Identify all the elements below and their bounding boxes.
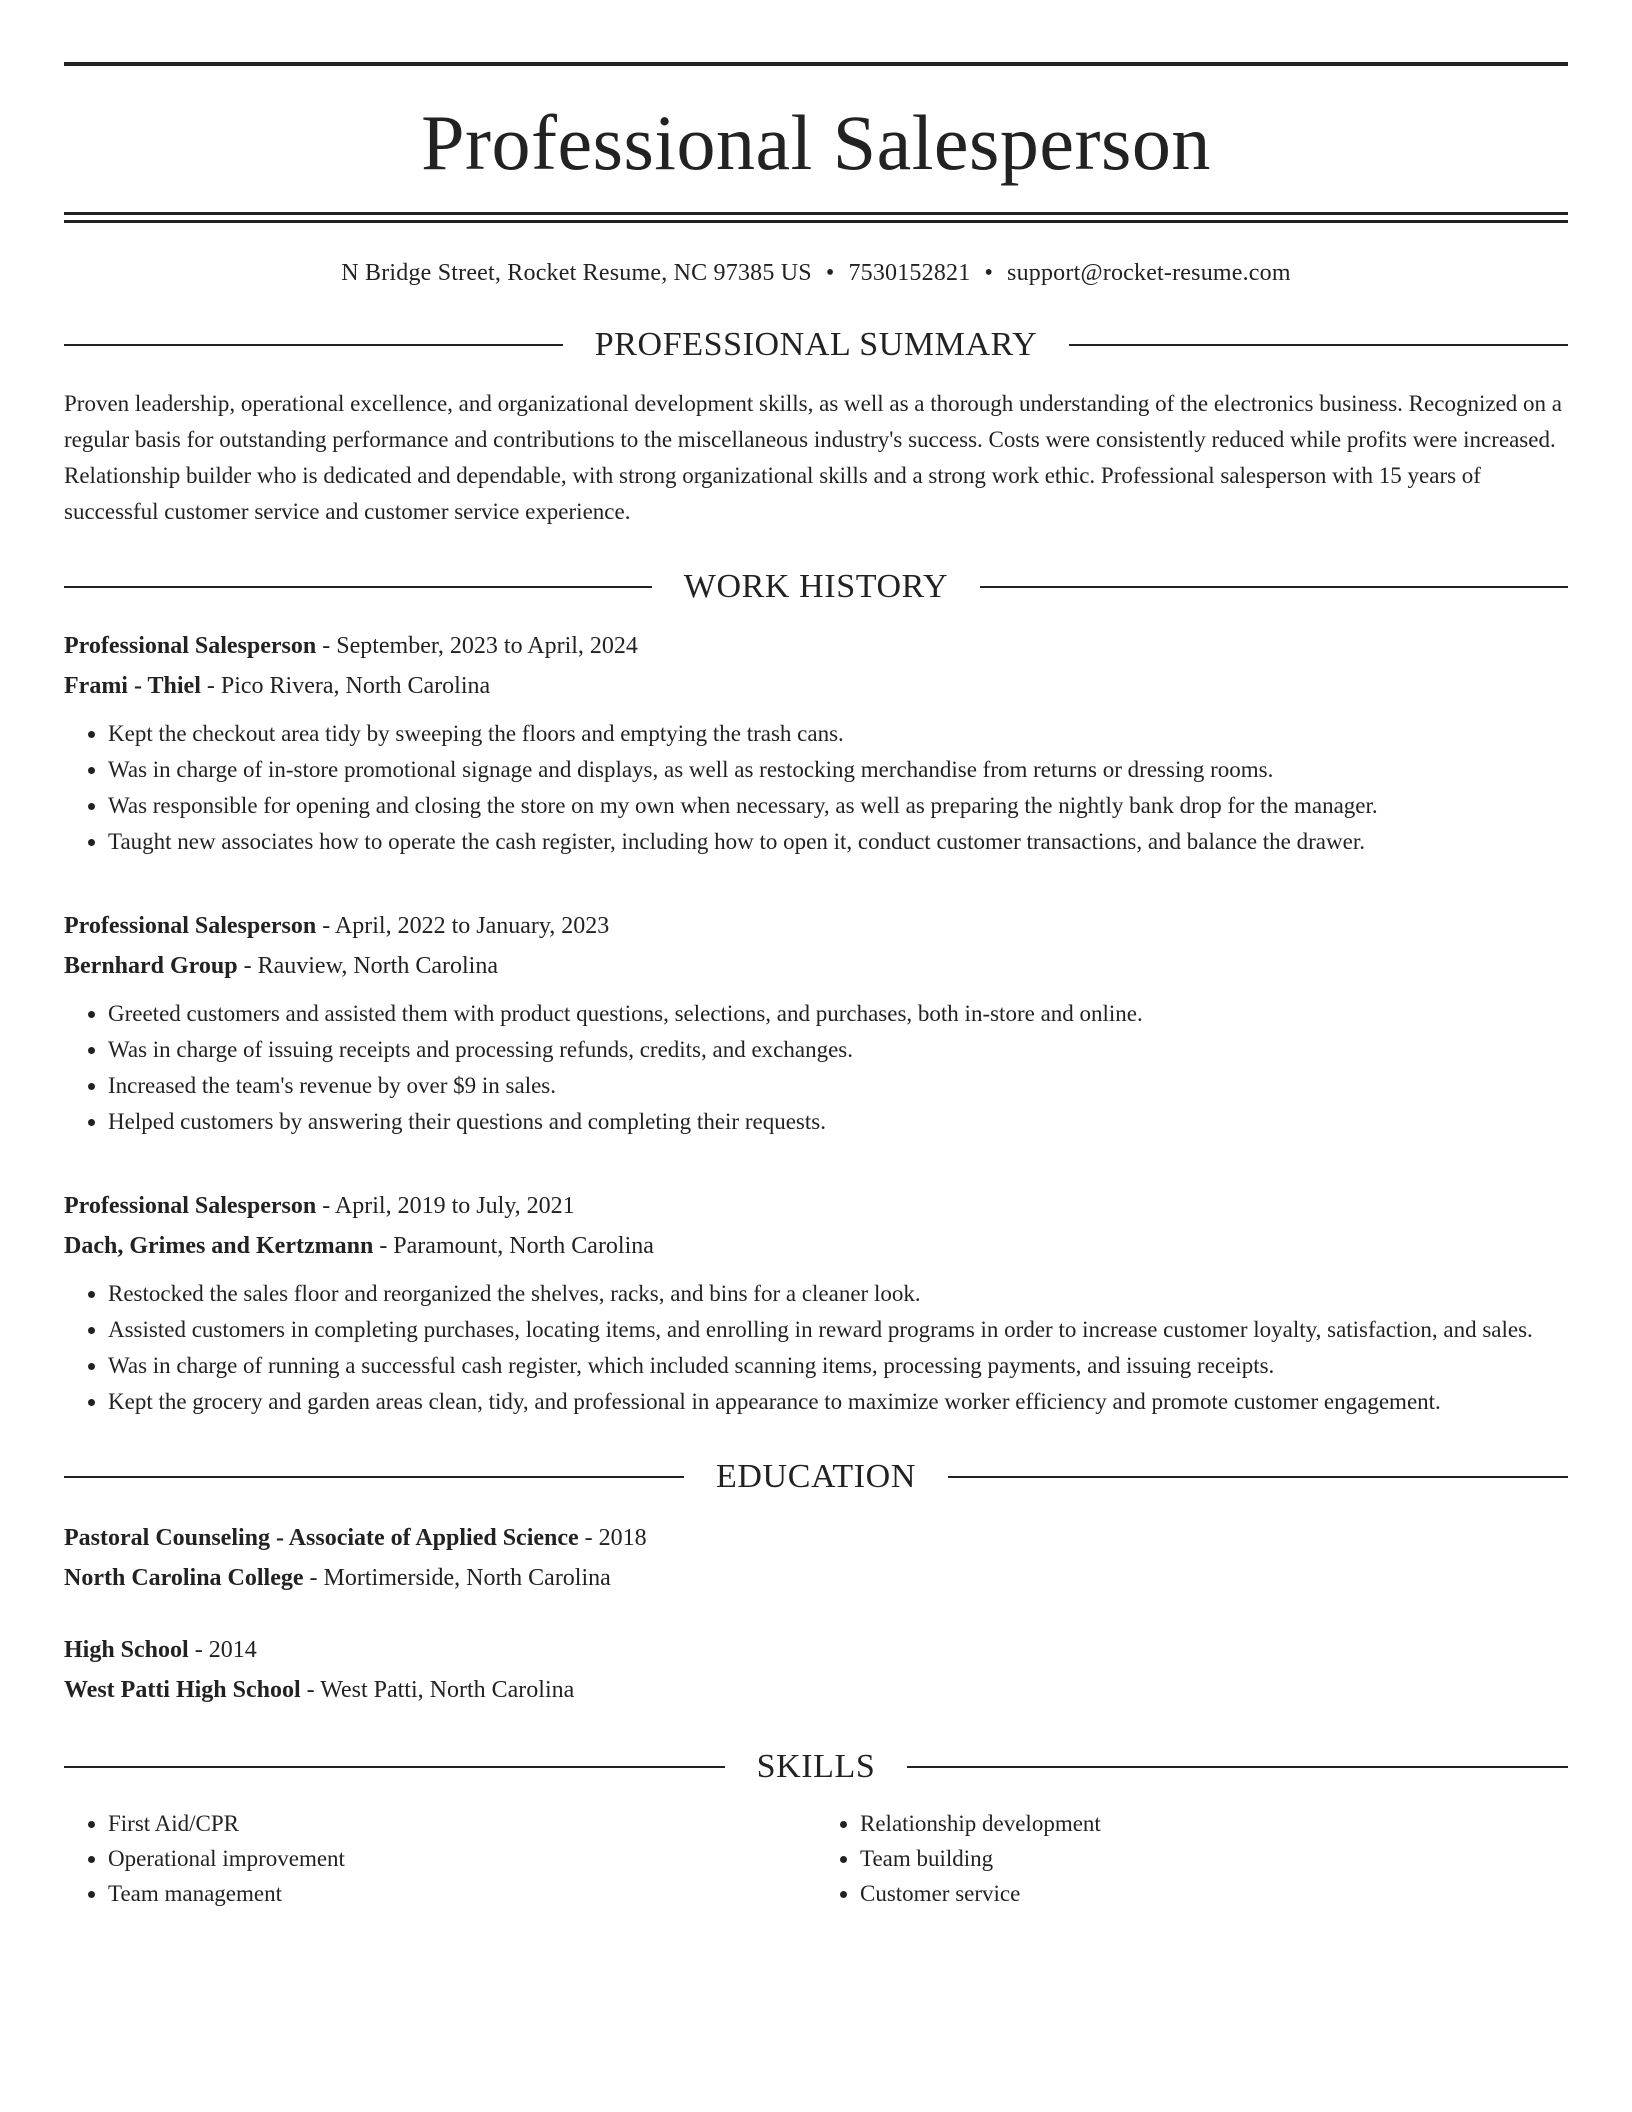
job-bullets (64, 716, 1568, 860)
skill-item: • Team building (860, 1841, 1568, 1876)
school-location: - Mortimerside, North Carolina (303, 1564, 611, 1591)
job-company: Bernhard Group (64, 952, 238, 979)
section-title: PROFESSIONAL SUMMARY (594, 325, 1038, 363)
work-history-heading (64, 567, 1568, 605)
job-entry (64, 1186, 1568, 1420)
list-item: • Kept the checkout area tidy by sweeping the floors and emptying the trash cans. (108, 716, 1568, 752)
list-item: • Taught new associates how to operate the cash register, including how to open it, conduct customer transactions, and balance the drawer. (108, 824, 1568, 860)
list-item: • Assisted customers in completing purchases, locating items, and enrolling in reward programs in order to increase customer loyalty, satisfaction, and sales. (108, 1312, 1568, 1348)
heading-rule (948, 1476, 1568, 1478)
school: West Patti High School (64, 1676, 301, 1703)
job-title-line (64, 1186, 1568, 1226)
list-item: • Was responsible for opening and closing the store on my own when necessary, as well as preparing the nightly bank drop for the manager. (108, 788, 1568, 824)
list-item: • Was in charge of issuing receipts and processing refunds, credits, and exchanges. (108, 1032, 1568, 1068)
skill-item: • Operational improvement (108, 1841, 816, 1876)
heading-rule (64, 1766, 725, 1768)
education-entry (64, 1518, 1568, 1598)
list-item: • Helped customers by answering their questions and completing their requests. (108, 1104, 1568, 1140)
contact-address: N Bridge Street, Rocket Resume, NC 97385 US (341, 260, 812, 286)
job-title: Professional Salesperson (64, 1192, 317, 1219)
list-item: • Was in charge of running a successful cash register, which included scanning items, processing payments, and issuing receipts. (108, 1348, 1568, 1384)
job-entry (64, 906, 1568, 1140)
summary-heading (64, 325, 1568, 363)
school-line (64, 1558, 1568, 1598)
heading-rule (64, 1476, 684, 1478)
heading-rule (64, 586, 652, 588)
job-company: Dach, Grimes and Kertzmann (64, 1232, 374, 1259)
contact-line (64, 259, 1568, 288)
job-entry (64, 626, 1568, 860)
school-location: - West Patti, North Carolina (300, 1676, 575, 1703)
list-item: • Kept the grocery and garden areas clean, tidy, and professional in appearance to maximize worker efficiency and promote customer engagement. (108, 1384, 1568, 1420)
skills-heading (64, 1747, 1568, 1785)
section-title: WORK HISTORY (683, 567, 949, 605)
job-company-line (64, 666, 1568, 706)
bullet-separator: • (825, 260, 835, 286)
job-dates: - September, 2023 to April, 2024 (316, 632, 638, 659)
job-location: - Rauview, North Carolina (237, 952, 498, 979)
job-company-line (64, 946, 1568, 986)
list-item: • Greeted customers and assisted them with product questions, selections, and purchases, both in-store and online. (108, 996, 1568, 1032)
heading-rule (1069, 344, 1568, 346)
heading-rule (64, 344, 563, 346)
education-heading (64, 1457, 1568, 1495)
job-title-line (64, 626, 1568, 666)
skill-item: • Customer service (860, 1876, 1568, 1911)
degree-line (64, 1518, 1568, 1558)
school-line (64, 1670, 1568, 1710)
candidate-name: Professional Salesperson (421, 99, 1211, 186)
job-company-line (64, 1226, 1568, 1266)
education-entry (64, 1630, 1568, 1710)
section-title: SKILLS (756, 1747, 876, 1785)
job-dates: - April, 2019 to July, 2021 (316, 1192, 575, 1219)
job-company: Frami - Thiel (64, 672, 201, 699)
degree: High School (64, 1636, 189, 1663)
contact-email[interactable]: support@rocket-resume.com (1007, 260, 1291, 286)
skills-column-left (64, 1806, 816, 1911)
skill-item: • Team management (108, 1876, 816, 1911)
graduation-year: - 2018 (578, 1524, 647, 1551)
double-rule (64, 212, 1568, 223)
job-dates: - April, 2022 to January, 2023 (316, 912, 610, 939)
heading-rule (980, 586, 1568, 588)
skill-item: • First Aid/CPR (108, 1806, 816, 1841)
list-item: • Restocked the sales floor and reorganized the shelves, racks, and bins for a cleaner look. (108, 1276, 1568, 1312)
list-item: • Was in charge of in-store promotional signage and displays, as well as restocking merchandise from returns or dressing rooms. (108, 752, 1568, 788)
job-location: - Paramount, North Carolina (373, 1232, 654, 1259)
job-bullets (64, 1276, 1568, 1420)
list-item: • Increased the team's revenue by over $9 in sales. (108, 1068, 1568, 1104)
job-title: Professional Salesperson (64, 632, 317, 659)
job-title-line (64, 906, 1568, 946)
graduation-year: - 2014 (188, 1636, 257, 1663)
bullet-separator: • (984, 260, 994, 286)
degree-line (64, 1630, 1568, 1670)
summary-text: Proven leadership, operational excellence, and organizational development skills, as well as a thorough understanding of the electronics business. Recognized on a regular basis for outstanding performance and contributions to the miscellaneous industry's success. Costs were consistently reduced while profits were increased. Relationship builder who is dedicated and dependable, with strong organizational skills and a strong work ethic. Professional salesperson with 15 years of successful customer service and customer service experience. (64, 390, 1562, 524)
skills-list (64, 1806, 1568, 1911)
skills-column-right (816, 1806, 1568, 1911)
contact-phone[interactable]: 7530152821 (848, 260, 971, 286)
heading-rule (907, 1766, 1568, 1768)
skill-item: • Relationship development (860, 1806, 1568, 1841)
job-location: - Pico Rivera, North Carolina (200, 672, 491, 699)
top-rule (64, 62, 1568, 66)
section-title: EDUCATION (716, 1457, 916, 1495)
job-title: Professional Salesperson (64, 912, 317, 939)
school: North Carolina College (64, 1564, 304, 1591)
degree: Pastoral Counseling - Associate of Applied Science (64, 1524, 579, 1551)
job-bullets (64, 996, 1568, 1140)
